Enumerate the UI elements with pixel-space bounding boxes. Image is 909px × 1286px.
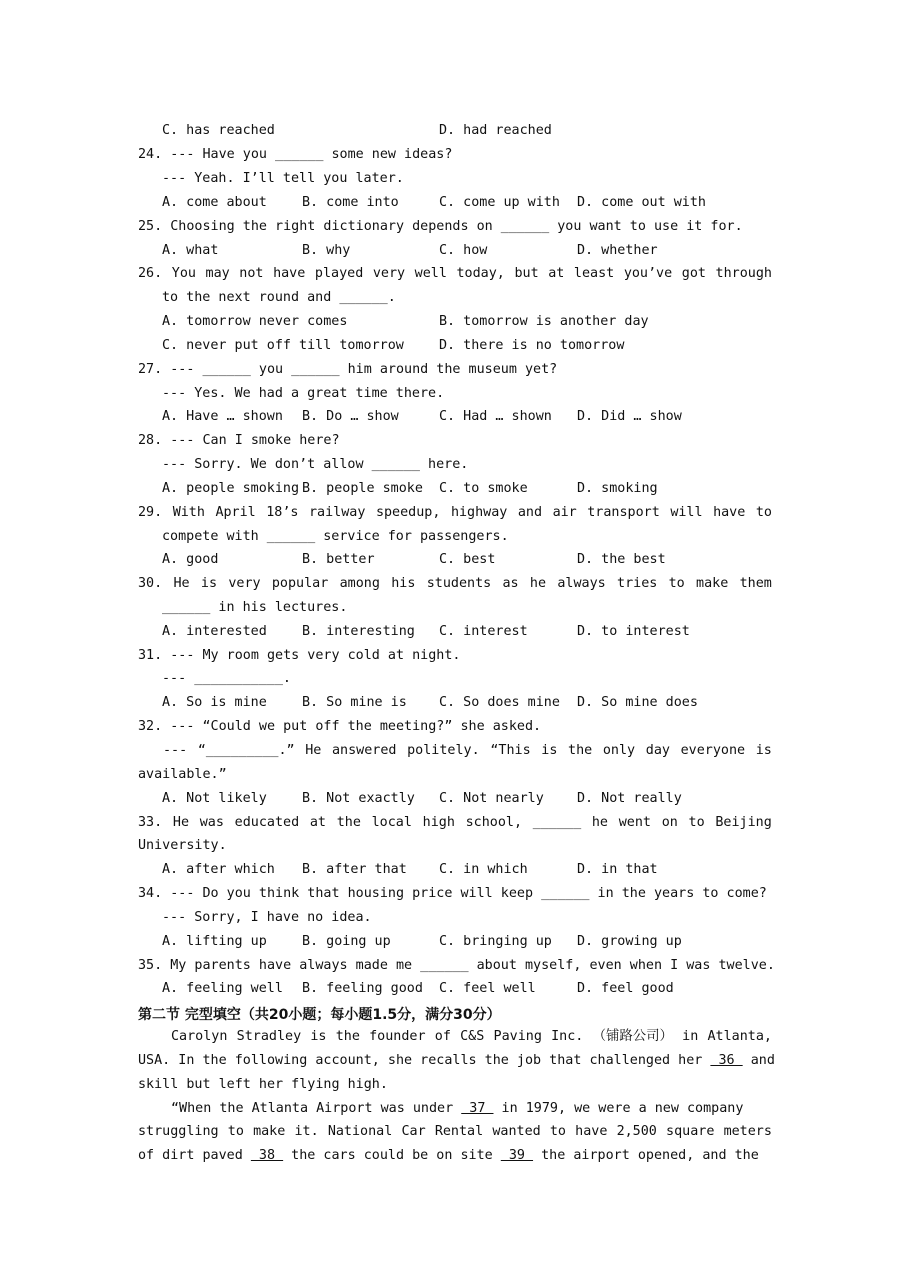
q25-stem: 25. Choosing the right dictionary depends on ______ you want to use it for.	[138, 219, 743, 234]
word: Beijing	[715, 815, 772, 830]
word: to	[227, 1124, 244, 1139]
q35-option-b: B. feeling good	[302, 981, 423, 996]
word: today,	[456, 266, 505, 281]
q35-option-a: A. feeling well	[162, 981, 283, 996]
word: 2,500	[616, 1124, 657, 1139]
word: With	[172, 505, 205, 520]
q35-option-d: D. feel good	[577, 981, 674, 996]
q29-option-c: C. best	[439, 552, 496, 567]
q33-option-b: B. after that	[302, 862, 407, 877]
word: have	[575, 1124, 608, 1139]
word: day	[645, 743, 670, 758]
q26-stem	[138, 265, 772, 283]
q29-line2: compete with ______ service for passengers.	[162, 529, 509, 544]
q30-line2: ______ in his lectures.	[162, 600, 348, 615]
word: ______	[532, 815, 582, 830]
word: everyone	[680, 743, 746, 758]
word: was	[199, 815, 224, 830]
passage-text: USA. In the following account, she recalls the job that challenged her	[138, 1053, 711, 1068]
word: 26.	[138, 266, 163, 281]
word: through	[715, 266, 772, 281]
word: 18’s	[266, 505, 299, 520]
q27-option-d: D. Did … show	[577, 409, 682, 424]
word: in	[682, 1029, 699, 1044]
blank-36: 36	[710, 1053, 743, 1068]
passage-text: the cars could be on site	[283, 1148, 501, 1163]
blank-38: 38	[250, 1148, 284, 1163]
word: transport	[587, 505, 660, 520]
q30-option-a: A. interested	[162, 624, 267, 639]
q23-option-d: D. had reached	[439, 123, 552, 138]
word: he	[529, 576, 547, 591]
passage-text: of dirt paved	[138, 1148, 251, 1163]
q30-option-c: C. interest	[439, 624, 528, 639]
word: to	[755, 505, 772, 520]
q34-option-a: A. lifting up	[162, 934, 267, 949]
word: Car	[401, 1124, 426, 1139]
q30-stem	[138, 575, 772, 593]
q25-option-a: A. what	[162, 243, 219, 258]
word: tries	[617, 576, 658, 591]
word: wanted	[492, 1124, 541, 1139]
q33-stem	[138, 814, 772, 832]
q34-stem: 34. --- Do you think that housing price will keep ______ in the years to come?	[138, 886, 767, 901]
q27-option-a: A. Have … shown	[162, 409, 283, 424]
q31-option-c: C. So does mine	[439, 695, 560, 710]
word: Stradley	[236, 1029, 302, 1044]
q28-option-c: C. to smoke	[439, 481, 528, 496]
word: of	[434, 1029, 451, 1044]
blank-39: 39	[500, 1148, 534, 1163]
q32-option-b: B. Not exactly	[302, 791, 415, 806]
q24-option-a: A. come about	[162, 195, 267, 210]
word: the	[568, 743, 593, 758]
word: square	[666, 1124, 715, 1139]
word: and	[517, 505, 543, 520]
passage-text: “When the Atlanta Airport was under	[171, 1101, 462, 1116]
word: is	[200, 576, 218, 591]
word: students	[426, 576, 492, 591]
q34-option-b: B. going up	[302, 934, 391, 949]
word: his	[391, 576, 416, 591]
q34-option-d: D. growing up	[577, 934, 682, 949]
passage-p1-line2	[138, 1052, 775, 1070]
section2-heading: 第二节 完型填空（共20小题；每小题1.5分，满分30分）	[138, 1007, 501, 1023]
word: on	[661, 815, 678, 830]
q24-stem: 24. --- Have you ______ some new ideas?	[138, 147, 453, 162]
blank-37: 37	[461, 1101, 494, 1116]
word: 29.	[138, 505, 163, 520]
word: to	[668, 576, 685, 591]
word: well	[414, 266, 447, 281]
word: among	[339, 576, 380, 591]
q26-line2: to the next round and ______.	[162, 290, 396, 305]
word: only	[602, 743, 636, 758]
word: will	[670, 505, 703, 520]
word: very	[228, 576, 261, 591]
word: at	[309, 815, 326, 830]
word: Paving	[493, 1029, 542, 1044]
q28-option-d: D. smoking	[577, 481, 658, 496]
q26-option-d: D. there is no tomorrow	[439, 338, 625, 353]
q23-option-c: C. has reached	[162, 123, 275, 138]
q30-option-d: D. to interest	[577, 624, 690, 639]
word: Inc.	[551, 1029, 584, 1044]
q27-option-c: C. Had … shown	[439, 409, 552, 424]
q24-option-b: B. come into	[302, 195, 399, 210]
word: You	[171, 266, 196, 281]
word: may	[205, 266, 230, 281]
word: high	[422, 815, 455, 830]
q25-option-b: B. why	[302, 243, 351, 258]
q28-line2: --- Sorry. We don’t allow ______ here.	[162, 457, 469, 472]
q32-stem: 32. --- “Could we put off the meeting?” she asked.	[138, 719, 542, 734]
q29-option-b: B. better	[302, 552, 375, 567]
word: you’ve	[623, 266, 673, 281]
word: educated	[234, 815, 300, 830]
passage-p1-line3: skill but left her flying high.	[138, 1077, 388, 1092]
word: played	[314, 266, 364, 281]
word: is	[755, 743, 772, 758]
q35-option-c: C. feel well	[439, 981, 536, 996]
q33-option-d: D. in that	[577, 862, 658, 877]
q26-option-b: B. tomorrow is another day	[439, 314, 649, 329]
word: Carolyn	[171, 1029, 228, 1044]
passage-p2-line1	[171, 1100, 743, 1118]
word: railway	[309, 505, 366, 520]
word: very	[372, 266, 406, 281]
q31-stem: 31. --- My room gets very cold at night.	[138, 648, 461, 663]
word: National	[327, 1124, 393, 1139]
word: founder	[369, 1029, 426, 1044]
q24-line2: --- Yeah. I’ll tell you later.	[162, 171, 404, 186]
q24-option-d: D. come out with	[577, 195, 706, 210]
word: （铺路公司）	[592, 1029, 673, 1044]
word: always	[557, 576, 606, 591]
passage-p2-line3	[138, 1147, 759, 1165]
passage-text: and	[742, 1053, 775, 1068]
word: have	[273, 266, 306, 281]
word: speedup,	[375, 505, 441, 520]
passage-p2-line2	[138, 1123, 772, 1141]
word: to	[549, 1124, 566, 1139]
word: make	[253, 1124, 286, 1139]
q34-option-c: C. bringing up	[439, 934, 552, 949]
q28-stem: 28. --- Can I smoke here?	[138, 433, 340, 448]
q26-option-a: A. tomorrow never comes	[162, 314, 348, 329]
word: air	[552, 505, 577, 520]
word: “_________.”	[197, 743, 295, 758]
word: 30.	[138, 576, 163, 591]
word: least	[573, 266, 615, 281]
q29-option-d: D. the best	[577, 552, 666, 567]
word: as	[502, 576, 519, 591]
word: April	[215, 505, 256, 520]
q24-option-c: C. come up with	[439, 195, 560, 210]
word: make	[696, 576, 729, 591]
word: struggling	[138, 1124, 219, 1139]
word: meters	[723, 1124, 772, 1139]
word: C&S	[460, 1029, 485, 1044]
word: the	[335, 1029, 360, 1044]
passage-p1-line1	[171, 1028, 772, 1046]
q31-option-b: B. So mine is	[302, 695, 407, 710]
q25-option-c: C. how	[439, 243, 488, 258]
word: at	[548, 266, 565, 281]
word: politely.	[407, 743, 480, 758]
word: the	[336, 815, 361, 830]
word: is	[310, 1029, 327, 1044]
q27-option-b: B. Do … show	[302, 409, 399, 424]
word: got	[681, 266, 706, 281]
passage-text: the airport opened, and the	[533, 1148, 759, 1163]
q31-option-a: A. So is mine	[162, 695, 267, 710]
word: He	[173, 576, 190, 591]
q28-option-a: A. people smoking	[162, 481, 300, 496]
word: but	[514, 266, 539, 281]
q32-option-c: C. Not nearly	[439, 791, 544, 806]
q28-option-b: B. people smoke	[302, 481, 423, 496]
q29-stem	[138, 504, 772, 522]
q26-option-c: C. never put off till tomorrow	[162, 338, 404, 353]
q33-line2: University.	[138, 838, 227, 853]
word: have	[713, 505, 746, 520]
word: ---	[163, 743, 188, 758]
q34-line2: --- Sorry, I have no idea.	[162, 910, 372, 925]
q31-line2: --- ___________.	[162, 671, 291, 686]
q27-stem: 27. --- ______ you ______ him around the museum yet?	[138, 362, 558, 377]
word: Rental	[434, 1124, 484, 1139]
word: He	[305, 743, 322, 758]
word: to	[688, 815, 705, 830]
word: “This	[490, 743, 531, 758]
word: school,	[465, 815, 523, 830]
word: not	[239, 266, 264, 281]
q32-line2	[163, 742, 772, 760]
q25-option-d: D. whether	[577, 243, 658, 258]
word: he	[591, 815, 608, 830]
word: it.	[294, 1124, 319, 1139]
q30-option-b: B. interesting	[302, 624, 415, 639]
q32-option-a: A. Not likely	[162, 791, 267, 806]
passage-text: in 1979, we were a new company	[493, 1101, 744, 1116]
q32-option-d: D. Not really	[577, 791, 682, 806]
q27-line2: --- Yes. We had a great time there.	[162, 386, 445, 401]
word: answered	[331, 743, 397, 758]
q33-option-c: C. in which	[439, 862, 528, 877]
word: 33.	[138, 815, 163, 830]
q35-stem: 35. My parents have always made me ______ about myself, even when I was twelve.	[138, 958, 775, 973]
word: popular	[271, 576, 329, 591]
q33-option-a: A. after which	[162, 862, 275, 877]
q32-line3: available.”	[138, 767, 227, 782]
word: Atlanta,	[707, 1029, 772, 1044]
q31-option-d: D. So mine does	[577, 695, 698, 710]
word: is	[541, 743, 558, 758]
word: went	[618, 815, 651, 830]
word: highway	[450, 505, 508, 520]
word: local	[371, 815, 412, 830]
q29-option-a: A. good	[162, 552, 219, 567]
word: them	[739, 576, 772, 591]
word: He	[172, 815, 190, 830]
